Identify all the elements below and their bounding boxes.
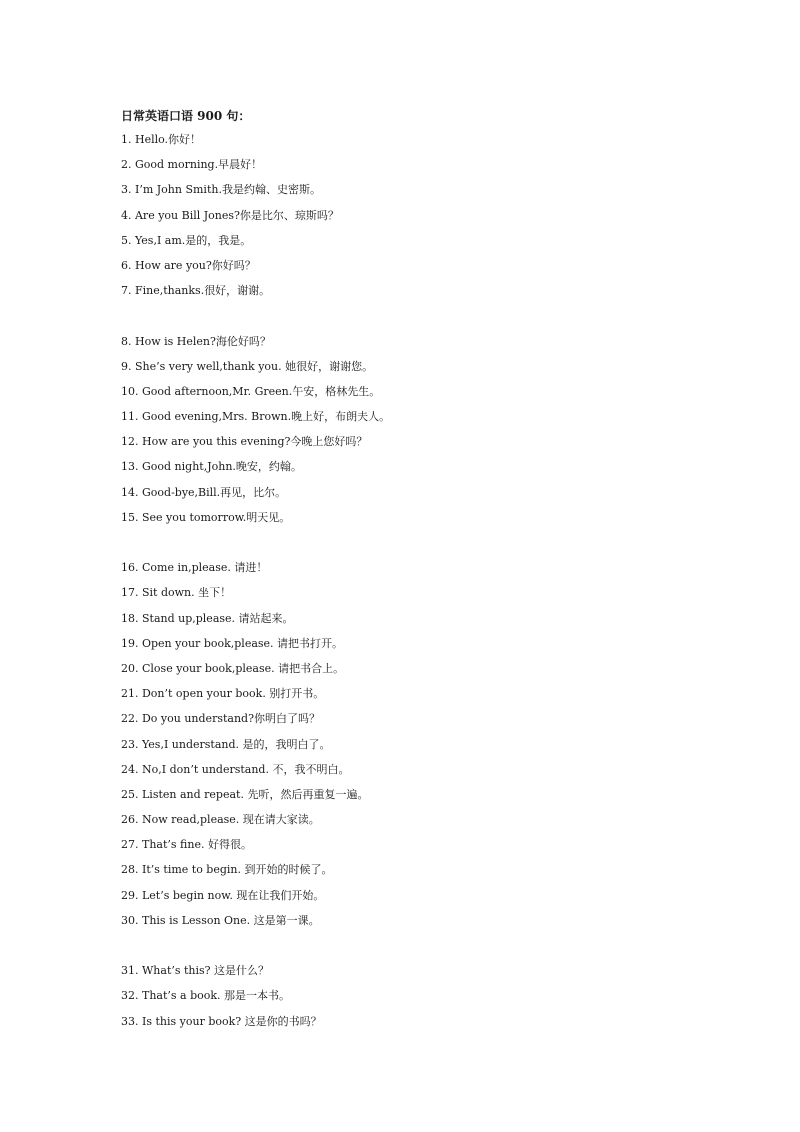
phrase-line: 8. How is Helen?海伦好吗？: [121, 334, 271, 348]
phrase-line: 31. What’s this? 这是什么？: [121, 964, 270, 978]
section-gap: [121, 307, 390, 332]
phrase-line: 30. This is Lesson One. 这是第一课。: [121, 913, 320, 927]
phrase-line: 16. Come in,please. 请进！: [121, 561, 268, 575]
phrase-line: 24. No,I don’t understand. 不，我不明白。: [121, 762, 350, 776]
phrase-line: 26. Now read,please. 现在请大家读。: [121, 813, 320, 827]
phrase-line: 3. I’m John Smith.我是约翰、史密斯。: [121, 183, 321, 197]
phrase-line: 17. Sit down. 坐下！: [121, 586, 232, 600]
phrase-line: 23. Yes,I understand. 是的，我明白了。: [121, 737, 331, 751]
section-gap: [121, 534, 390, 559]
phrase-line: 10. Good afternoon,Mr. Green.午安，格林先生。: [121, 384, 381, 398]
phrase-line: 15. See you tomorrow.明天见。: [121, 510, 291, 524]
phrase-line: 9. She’s very well,thank you. 她很好，谢谢您。: [121, 359, 374, 373]
phrase-list: [121, 131, 390, 1038]
section-gap: [121, 937, 390, 962]
phrase-line: 18. Stand up,please. 请站起来。: [121, 611, 294, 625]
phrase-line: 7. Fine,thanks.很好，谢谢。: [121, 284, 271, 298]
phrase-line: 25. Listen and repeat. 先听，然后再重复一遍。: [121, 787, 369, 801]
phrase-line: 33. Is this your book? 这是你的书吗？: [121, 1014, 322, 1028]
phrase-line: 19. Open your book,please. 请把书打开。: [121, 636, 344, 650]
phrase-line: 4. Are you Bill Jones?你是比尔、琼斯吗？: [121, 208, 339, 222]
phrase-line: 22. Do you understand?你明白了吗？: [121, 712, 320, 726]
phrase-line: 2. Good morning.早晨好！: [121, 158, 263, 172]
phrase-line: 32. That’s a book. 那是一本书。: [121, 989, 291, 1003]
phrase-line: 21. Don’t open your book. 别打开书。: [121, 687, 325, 701]
phrase-line: 14. Good-bye,Bill.再见，比尔。: [121, 485, 287, 499]
phrase-line: 13. Good night,John.晚安，约翰。: [121, 460, 302, 474]
phrase-line: 5. Yes,I am.是的，我是。: [121, 233, 252, 247]
phrase-line: 12. How are you this evening?今晚上您好吗？: [121, 435, 368, 449]
phrase-line: 20. Close your book,please. 请把书合上。: [121, 661, 345, 675]
phrase-line: 6. How are you?你好吗？: [121, 258, 256, 272]
phrase-line: 27. That’s fine. 好得很。: [121, 838, 252, 852]
phrase-line: 1. Hello.你好！: [121, 133, 202, 146]
document-title: 日常英语口语 900 句：: [121, 109, 251, 123]
phrase-line: 11. Good evening,Mrs. Brown.晚上好，布朗夫人。: [121, 410, 391, 424]
phrase-line: 28. It’s time to begin. 到开始的时候了。: [121, 863, 333, 877]
phrase-line: 29. Let’s begin now. 现在让我们开始。: [121, 888, 325, 902]
